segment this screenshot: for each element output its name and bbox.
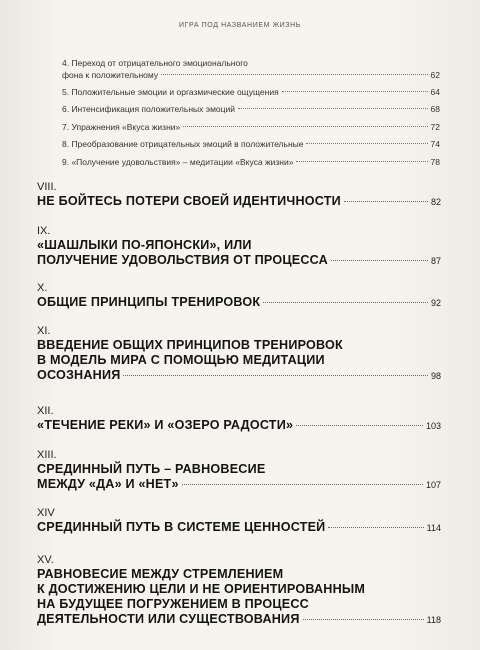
toc-chapter — [37, 225, 441, 268]
chapter-title: РАВНОВЕСИЕ МЕЖДУ СТРЕМЛЕНИЕМ — [37, 567, 284, 581]
dot-leader — [238, 108, 428, 109]
toc-chapter — [37, 554, 441, 627]
chapter-title: МЕЖДУ «ДА» И «НЕТ» — [37, 477, 179, 491]
dot-leader — [183, 126, 427, 127]
subentry-text: фона к положительному — [62, 70, 159, 80]
chapter-title: «ШАШЛЫКИ ПО-ЯПОНСКИ», ИЛИ — [37, 238, 252, 252]
toc-subentry — [62, 87, 440, 97]
chapter-title: НА БУДУЩЕЕ ПОГРУЖЕНИЕМ В ПРОЦЕСС — [37, 597, 309, 611]
chapter-title: НЕ БОЙТЕСЬ ПОТЕРИ СВОЕЙ ИДЕНТИЧНОСТИ — [37, 194, 341, 208]
chapter-title: К ДОСТИЖЕНИЮ ЦЕЛИ И НЕ ОРИЕНТИРОВАННЫМ — [37, 582, 366, 596]
page-number: 68 — [430, 104, 440, 114]
subentry-text: 8. Преобразование отрицательных эмоций в положительные — [62, 139, 304, 149]
subentry-text: 7. Упражнения «Вкуса жизни» — [62, 122, 181, 132]
chapter-title: ПОЛУЧЕНИЕ УДОВОЛЬСТВИЯ ОТ ПРОЦЕССА — [37, 253, 328, 267]
toc-chapter — [37, 449, 441, 492]
toc-subentry — [62, 104, 440, 114]
page-number: 92 — [430, 298, 441, 308]
page-number: 118 — [426, 615, 441, 625]
chapter-number: XII. — [37, 405, 54, 417]
page-number: 98 — [430, 371, 441, 381]
chapter-number: XIV — [37, 507, 55, 519]
page-number: 72 — [430, 122, 440, 132]
chapter-number: XI. — [37, 325, 51, 337]
dot-leader — [282, 91, 428, 92]
toc-chapter — [37, 282, 441, 310]
page-number: 103 — [425, 421, 441, 431]
toc-subentry — [62, 122, 440, 132]
dot-leader — [344, 201, 428, 202]
chapter-title: ДЕЯТЕЛЬНОСТИ ИЛИ СУЩЕСТВОВАНИЯ — [37, 612, 300, 626]
chapter-title: СРЕДИННЫЙ ПУТЬ – РАВНОВЕСИЕ — [37, 462, 266, 476]
dot-leader — [161, 74, 427, 75]
toc-subentry — [62, 139, 440, 149]
subentry-text: 6. Интенсификация положительных эмоций — [62, 104, 236, 114]
page-number: 87 — [430, 256, 441, 266]
page-number: 82 — [430, 197, 441, 207]
dot-leader — [182, 484, 423, 485]
dot-leader — [303, 619, 424, 620]
subentry-text: 5. Положительные эмоции и оргазмические ощущения — [62, 87, 279, 97]
page-number: 107 — [425, 480, 441, 490]
chapter-number: VIII. — [37, 181, 57, 193]
chapter-title: ОБЩИЕ ПРИНЦИПЫ ТРЕНИРОВОК — [37, 295, 261, 309]
toc-chapter — [37, 325, 441, 383]
toc-chapter — [37, 181, 441, 209]
chapter-number: XIII. — [37, 449, 57, 461]
chapter-title: ОСОЗНАНИЯ — [37, 368, 121, 382]
toc-chapter — [37, 507, 441, 535]
dot-leader — [328, 527, 423, 528]
chapter-title: СРЕДИННЫЙ ПУТЬ В СИСТЕМЕ ЦЕННОСТЕЙ — [37, 520, 326, 534]
dot-leader — [296, 161, 427, 162]
subentry-text: 4. Переход от отрицательного эмоционального — [62, 58, 248, 68]
page-number: 74 — [430, 139, 440, 149]
chapter-number: XV. — [37, 554, 54, 566]
chapter-title: «ТЕЧЕНИЕ РЕКИ» И «ОЗЕРО РАДОСТИ» — [37, 418, 294, 432]
chapter-number: X. — [37, 282, 48, 294]
toc-subentry — [62, 57, 440, 80]
dot-leader — [263, 302, 428, 303]
toc-subentry — [62, 157, 440, 167]
dot-leader — [331, 260, 428, 261]
page-number: 64 — [430, 87, 440, 97]
chapter-number: IX. — [37, 225, 51, 237]
dot-leader — [123, 375, 428, 376]
subentry-text: 9. «Получение удовольствия» – медитации «Вкуса жизни» — [62, 157, 294, 167]
page-number: 62 — [430, 70, 440, 80]
toc-chapter — [37, 405, 441, 433]
page-number: 78 — [430, 157, 440, 167]
running-header: ИГРА ПОД НАЗВАНИЕМ ЖИЗНЬ — [179, 22, 301, 29]
chapter-title: ВВЕДЕНИЕ ОБЩИХ ПРИНЦИПОВ ТРЕНИРОВОК — [37, 338, 343, 352]
dot-leader — [306, 143, 427, 144]
dot-leader — [296, 425, 423, 426]
chapter-title: В МОДЕЛЬ МИРА С ПОМОЩЬЮ МЕДИТАЦИИ — [37, 353, 325, 367]
page-number: 114 — [426, 523, 441, 533]
